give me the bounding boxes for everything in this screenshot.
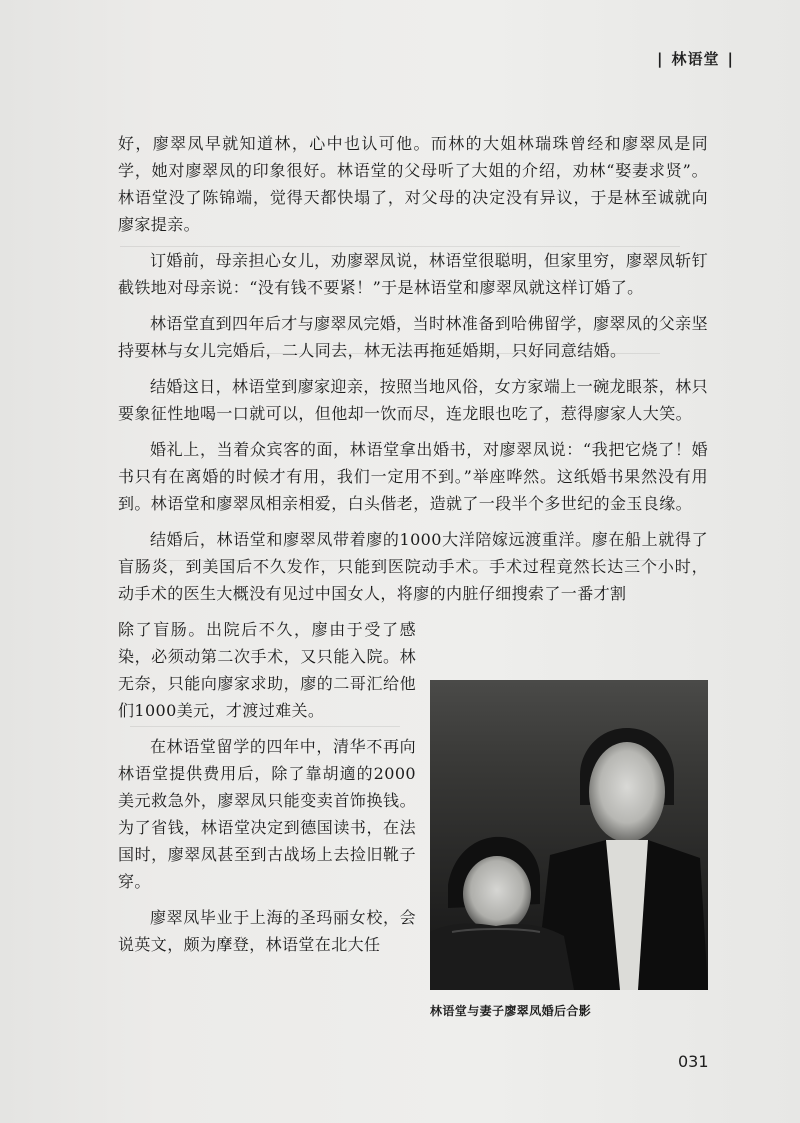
bleedthrough-line (125, 560, 665, 561)
paragraph: 除了盲肠。出院后不久，廖由于受了感染，必须动第二次手术，又只能入院。林无奈，只能向廖家求助，廖的二哥汇给他们1000美元，才渡过难关。 (118, 620, 416, 720)
woman-face (463, 856, 531, 932)
paragraph: 在林语堂留学的四年中，清华不再向林语堂提供费用后，除了靠胡適的2000美元救急外，廖翠凤只能变卖首饰换钱。为了省钱，林语堂决定到德国读书，在法国时，廖翠凤甚至到古战场上去捡旧靴子穿。 (118, 737, 416, 891)
paragraph: 婚礼上，当着众宾客的面，林语堂拿出婚书，对廖翠凤说：“我把它烧了！婚书只有在离婚的时候才有用，我们一定用不到。”举座哗然。这纸婚书果然没有用到。林语堂和廖翠凤相亲相爱，白头偕老，造就了一段半个多世纪的金玉良缘。 (118, 440, 708, 513)
wrapped-text-column (118, 616, 416, 967)
running-header (649, 48, 742, 69)
photo-illustration (430, 680, 708, 990)
man-face (589, 742, 665, 842)
wedding-photo (430, 680, 708, 990)
paragraph: 结婚后，林语堂和廖翠凤带着廖的1000大洋陪嫁远渡重洋。廖在船上就得了盲肠炎，到美国后不久发作，只能到医院动手术。手术过程竟然长达三个小时，动手术的医生大概没有见过中国女人，将廖的内脏仔细搜索了一番才割 (118, 530, 708, 603)
paragraph: 订婚前，母亲担心女儿，劝廖翠凤说，林语堂很聪明，但家里穷，廖翠凤斩钉截铁地对母亲说：“没有钱不要紧！”于是林语堂和廖翠凤就这样订婚了。 (118, 251, 708, 297)
bleedthrough-line (130, 726, 400, 727)
paragraph: 林语堂直到四年后才与廖翠凤完婚，当时林准备到哈佛留学，廖翠凤的父亲坚持要林与女儿完婚后，二人同去，林无法再拖延婚期，只好同意结婚。 (118, 314, 708, 360)
header-bar-right: | (727, 50, 734, 68)
woman-clothes (430, 924, 574, 990)
page-number: 031 (678, 1052, 709, 1071)
bleedthrough-line (140, 353, 660, 354)
paragraph: 结婚这日，林语堂到廖家迎亲，按照当地风俗，女方家端上一碗龙眼茶，林只要象征性地喝一口就可以，但他却一饮而尽，连龙眼也吃了，惹得廖家人大笑。 (118, 377, 708, 423)
man-coat-right (638, 840, 708, 990)
photo-caption: 林语堂与妻子廖翠凤婚后合影 (430, 1004, 592, 1018)
header-title: 林语堂 (671, 50, 720, 68)
bleedthrough-line (120, 246, 680, 247)
header-bar-left: | (657, 50, 664, 68)
paragraph: 好，廖翠凤早就知道林，心中也认可他。而林的大姐林瑞珠曾经和廖翠凤是同学，她对廖翠凤的印象很好。林语堂的父母听了大姐的介绍，劝林“娶妻求贤”。林语堂没了陈锦端，觉得天都快塌了，对父母的决定没有异议，于是林至诚就向廖家提亲。 (118, 134, 708, 234)
paragraph: 廖翠凤毕业于上海的圣玛丽女校，会说英文，颇为摩登，林语堂在北大任 (118, 908, 416, 954)
